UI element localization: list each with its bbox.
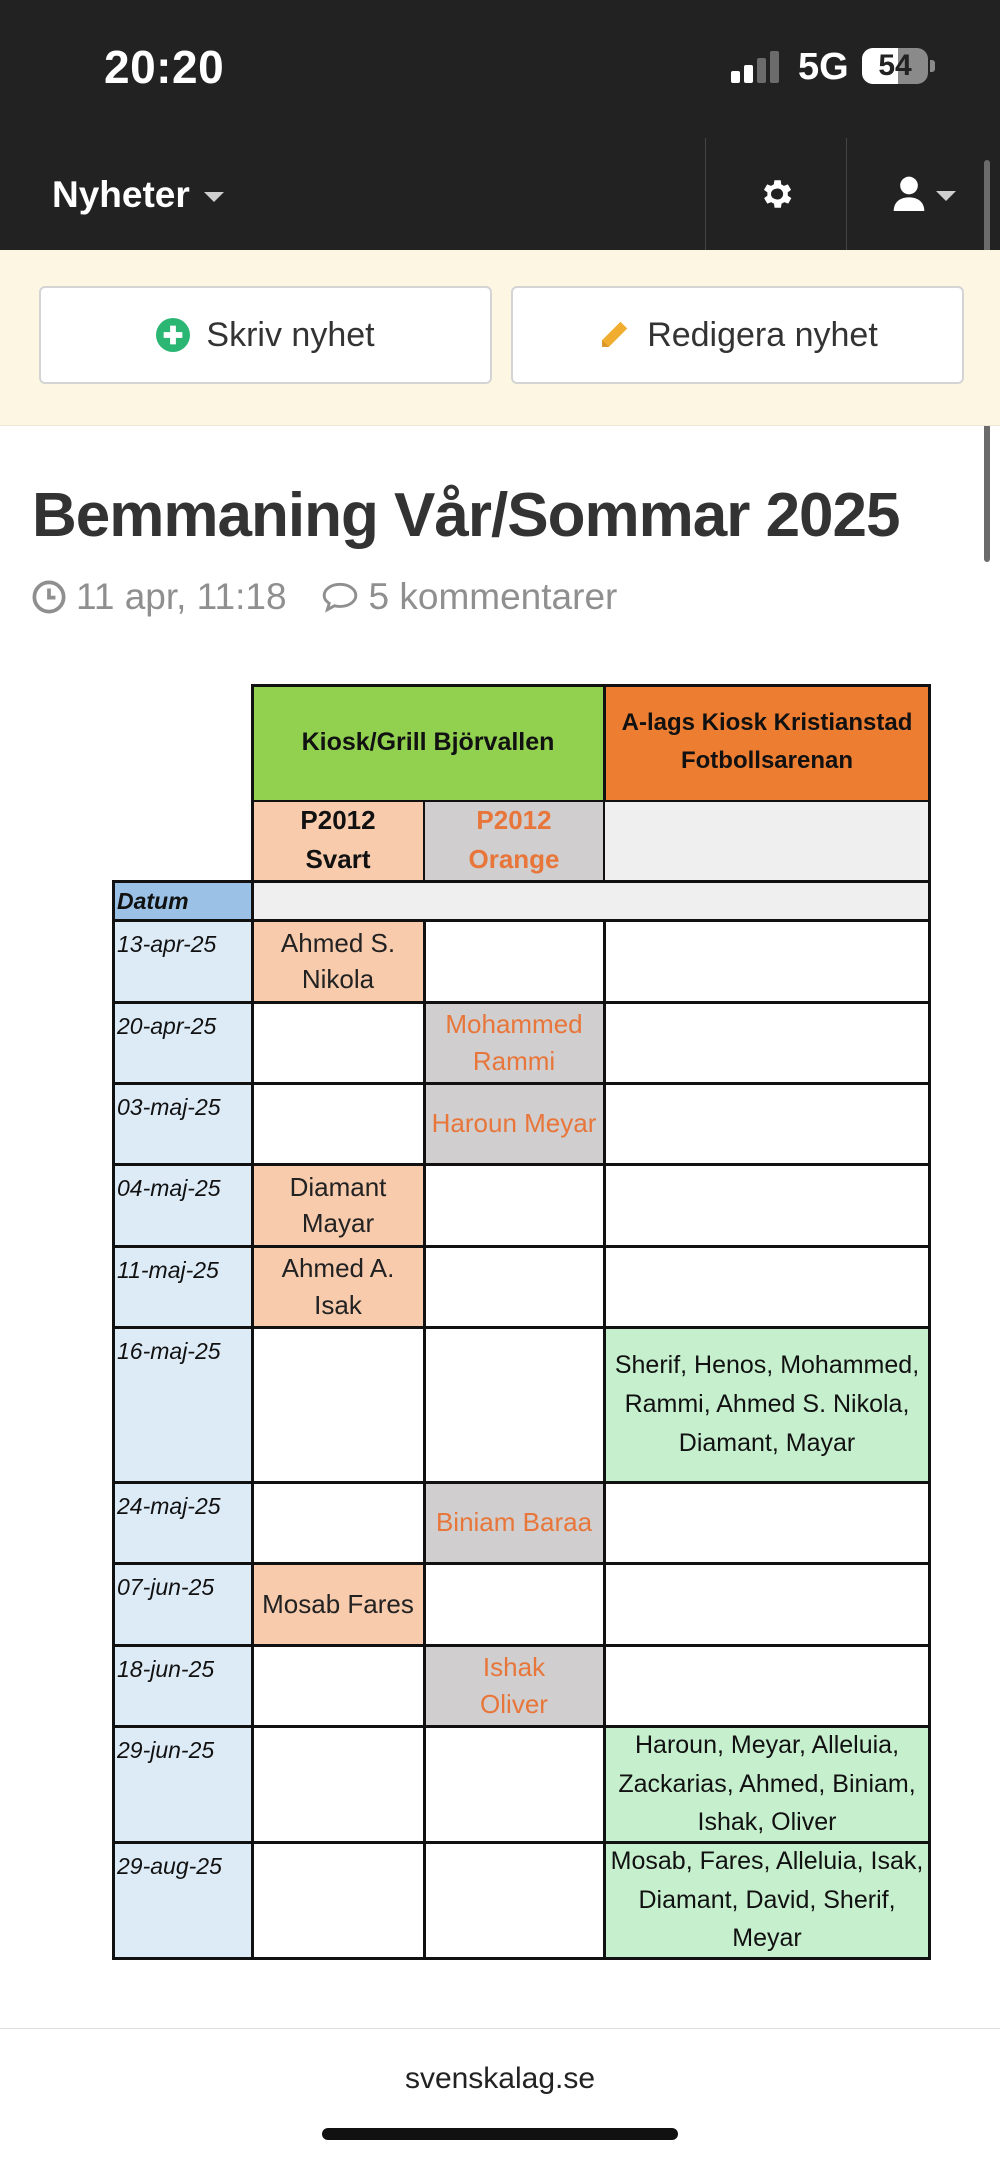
team-svart-header	[252, 800, 424, 880]
arena-cell-line: Sherif, Henos, Mohammed,	[614, 1351, 920, 1380]
network-label: 5G	[798, 46, 849, 88]
team-svart-label-2: Svart	[305, 844, 371, 874]
arena-cell-line: Diamant, Mayar	[678, 1428, 856, 1457]
orange-cell	[424, 1164, 604, 1246]
status-time: 20:20	[104, 41, 225, 93]
table-gridline	[928, 684, 931, 1960]
table-gridline	[112, 880, 252, 883]
arena-cell	[604, 1726, 930, 1842]
table-gridline	[252, 880, 930, 883]
orange-cell	[424, 1563, 604, 1645]
orange-cell	[424, 1246, 604, 1327]
table-gridline	[112, 1957, 930, 1960]
edit-news-label: Redigera nyhet	[647, 315, 878, 354]
date-cell-text: 13-apr-25	[117, 931, 217, 957]
date-cell	[112, 1842, 252, 1958]
write-news-label: Skriv nyhet	[206, 315, 375, 354]
footer-site-label: svenskalag.se	[404, 2062, 596, 2095]
table-gridline	[603, 920, 606, 1960]
arena-cell-line: Mosab, Fares, Alleluia, Isak,	[610, 1846, 924, 1875]
date-cell	[112, 1164, 252, 1246]
table-gridline	[112, 1841, 930, 1844]
svart-cell-line: Isak	[314, 1289, 362, 1320]
date-cell	[112, 920, 252, 1002]
table-gridline	[112, 1562, 930, 1565]
orange-cell	[424, 920, 604, 1002]
table-gridline	[603, 800, 605, 880]
date-cell-text: 03-maj-25	[117, 1094, 221, 1120]
table-gridline	[112, 1163, 930, 1166]
arena-cell	[604, 1002, 930, 1083]
footer-divider	[0, 2028, 1000, 2029]
venue-arena-label-2: Fotbollsarenan	[680, 747, 854, 774]
arena-cell	[604, 1563, 930, 1645]
orange-cell-line: Biniam Baraa	[435, 1507, 593, 1538]
date-cell	[112, 1083, 252, 1164]
date-cell-text: 18-jun-25	[117, 1656, 215, 1682]
arena-cell-line: Meyar	[732, 1924, 802, 1953]
date-cell-text: 29-jun-25	[117, 1737, 215, 1763]
date-cell	[112, 1002, 252, 1083]
orange-cell-line: Oliver	[480, 1688, 548, 1719]
orange-cell	[424, 1842, 604, 1958]
table-gridline	[252, 684, 930, 687]
svart-cell-line: Ahmed S.	[280, 927, 396, 958]
date-cell-text: 16-maj-25	[117, 1338, 221, 1364]
arena-cell	[604, 1482, 930, 1563]
table-gridline	[112, 1481, 930, 1484]
nav-title-label: Nyheter	[52, 174, 190, 215]
table-gridline	[112, 919, 930, 922]
svart-cell-line: Diamant	[289, 1171, 387, 1202]
svart-cell	[252, 1726, 424, 1842]
article-date-text: 11 apr, 11:18	[76, 576, 287, 617]
table-gridline	[112, 1644, 930, 1647]
svart-cell	[252, 1482, 424, 1563]
table-gridline	[603, 684, 606, 800]
venue-arena-header	[604, 684, 930, 800]
battery-level: 54	[878, 49, 912, 82]
svart-cell	[252, 1645, 424, 1726]
arena-cell-line: Rammi, Ahmed S. Nikola,	[624, 1390, 910, 1419]
svart-cell	[252, 920, 424, 1002]
table-gridline	[423, 800, 425, 880]
svart-cell	[252, 1002, 424, 1083]
table-gridline	[112, 1725, 930, 1728]
arena-team-header-blank	[604, 800, 930, 880]
svart-cell-line: Ahmed A.	[281, 1253, 395, 1284]
venue-arena-label-1: A-lags Kiosk Kristianstad	[621, 708, 913, 736]
svart-cell	[252, 1083, 424, 1164]
svart-cell-line: Nikola	[301, 964, 375, 994]
venue-bjorvallen-label: Kiosk/Grill Björvallen	[301, 727, 555, 756]
arena-cell	[604, 1164, 930, 1246]
table-gridline	[112, 1245, 930, 1248]
date-cell	[112, 1246, 252, 1327]
date-cell-text: 29-aug-25	[117, 1853, 222, 1879]
table-gridline	[112, 1001, 930, 1004]
date-cell-text: 04-maj-25	[117, 1175, 221, 1201]
date-cell	[112, 1327, 252, 1482]
orange-cell	[424, 1327, 604, 1482]
svart-cell-line: Mayar	[301, 1208, 375, 1238]
date-column-header	[112, 880, 252, 920]
arena-cell-line: Zackarias, Ahmed, Biniam,	[618, 1769, 916, 1798]
arena-cell	[604, 1083, 930, 1164]
svart-cell	[252, 1563, 424, 1645]
svart-cell	[252, 1842, 424, 1958]
arena-cell	[604, 1842, 930, 1958]
arena-cell	[604, 920, 930, 1002]
orange-cell	[424, 1645, 604, 1726]
arena-cell	[604, 1645, 930, 1726]
date-cell	[112, 1563, 252, 1645]
table-gridline	[423, 920, 426, 1960]
arena-cell-line: Haroun, Meyar, Alleluia,	[634, 1730, 900, 1759]
date-cell	[112, 1482, 252, 1563]
orange-cell	[424, 1726, 604, 1842]
date-cell-text: 11-maj-25	[117, 1257, 219, 1283]
svart-cell	[252, 1246, 424, 1327]
team-orange-label-2: Orange	[468, 844, 560, 874]
header-spacer	[252, 880, 930, 920]
arena-cell	[604, 1327, 930, 1482]
date-cell-text: 24-maj-25	[117, 1493, 221, 1519]
table-gridline	[252, 800, 930, 802]
team-orange-header	[424, 800, 604, 880]
arena-cell-line: Diamant, David, Sherif,	[638, 1885, 896, 1914]
comments-count: 5 kommentarer	[368, 576, 618, 617]
venue-bjorvallen-header	[252, 684, 604, 800]
table-gridline	[251, 684, 254, 1960]
table-gridline	[112, 1326, 930, 1329]
date-cell-text: 07-jun-25	[117, 1574, 215, 1600]
article-title: Bemmaning Vår/Sommar 2025	[32, 481, 900, 550]
orange-cell	[424, 1482, 604, 1563]
home-indicator[interactable]	[322, 2128, 678, 2140]
date-cell-text: 20-apr-25	[117, 1013, 217, 1039]
date-column-label: Datum	[117, 888, 189, 914]
team-svart-label-1: P2012	[300, 805, 376, 835]
arena-cell	[604, 1246, 930, 1327]
orange-cell-line: Rammi	[472, 1045, 556, 1076]
orange-cell-line: Mohammed	[445, 1009, 583, 1040]
orange-cell	[424, 1002, 604, 1083]
table-gridline	[112, 880, 115, 1960]
orange-cell-line: Haroun Meyar	[431, 1108, 597, 1139]
date-cell	[112, 1726, 252, 1842]
orange-cell	[424, 1083, 604, 1164]
team-orange-label-1: P2012	[476, 805, 552, 835]
orange-cell-line: Ishak	[482, 1652, 546, 1683]
svart-cell	[252, 1164, 424, 1246]
svart-cell	[252, 1327, 424, 1482]
arena-cell-line: Ishak, Oliver	[697, 1808, 837, 1837]
svart-cell-line: Mosab Fares	[262, 1588, 414, 1619]
table-gridline	[112, 1082, 930, 1085]
date-cell	[112, 1645, 252, 1726]
